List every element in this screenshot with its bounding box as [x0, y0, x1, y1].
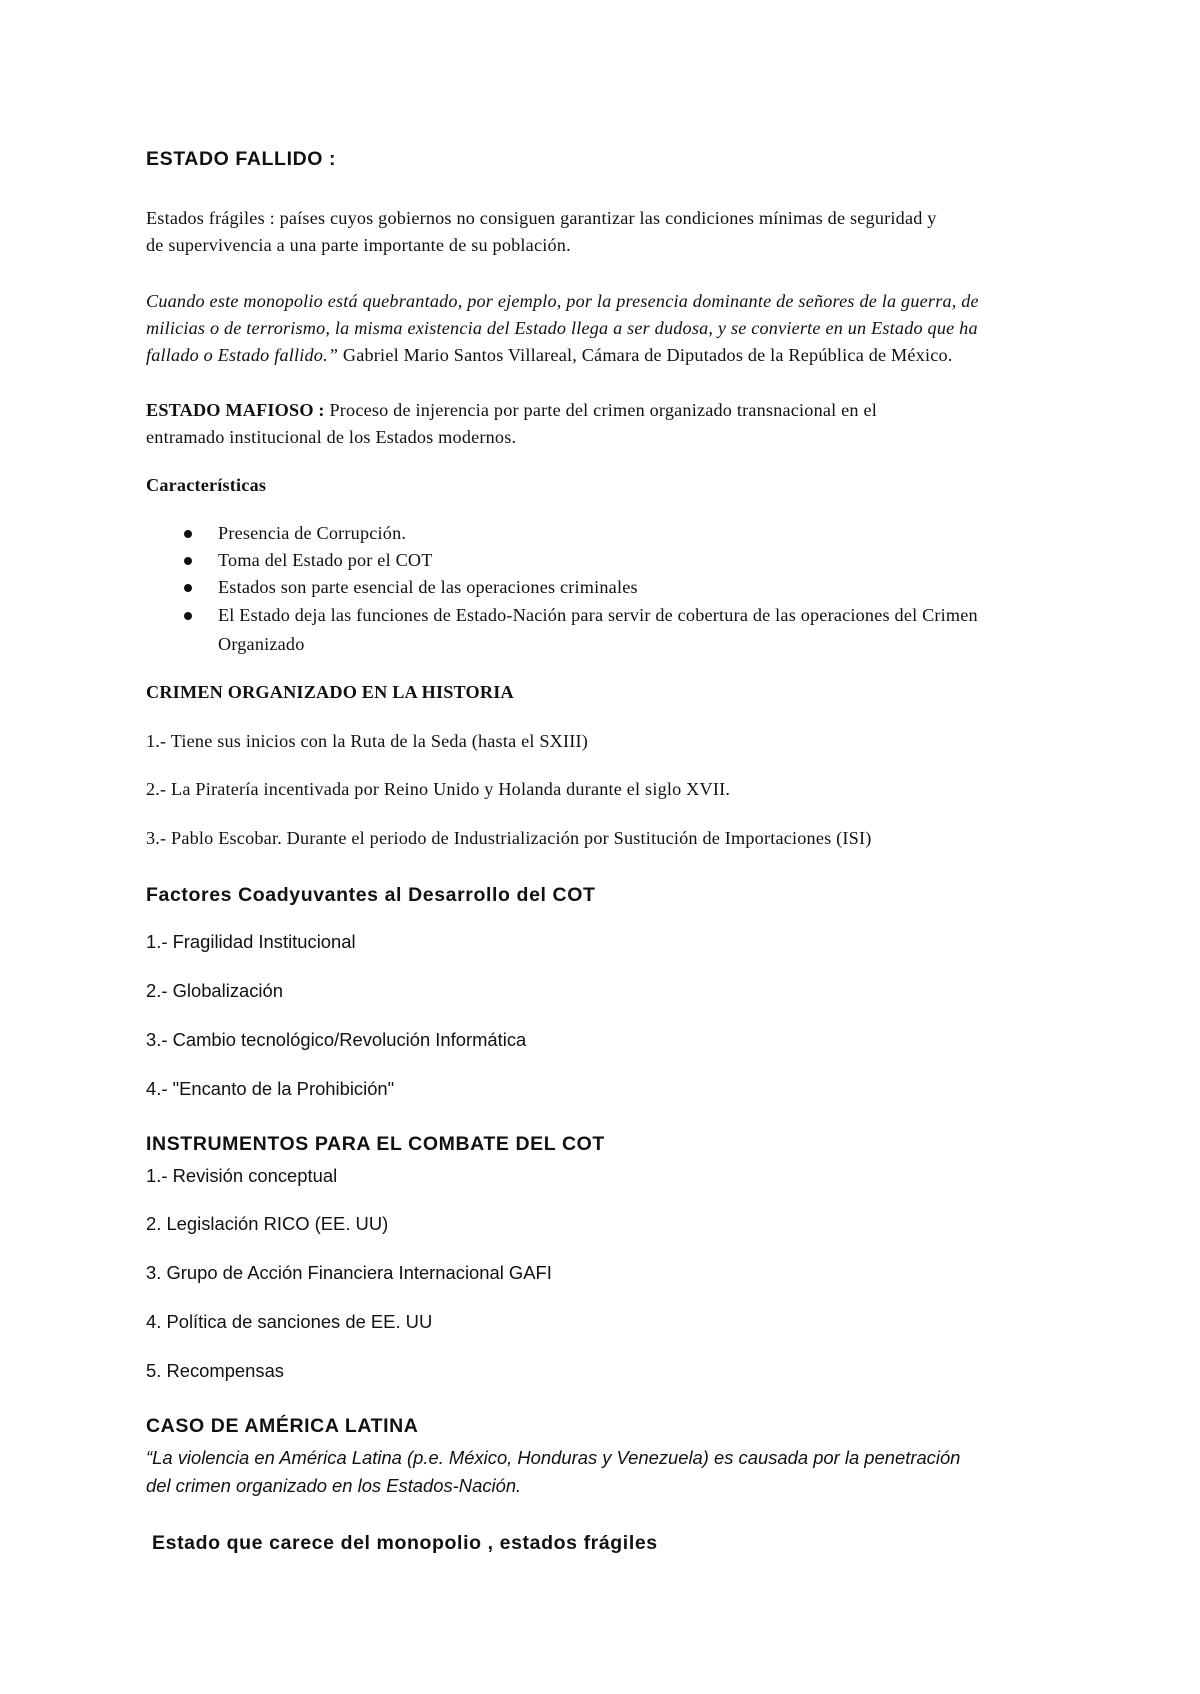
historia-item-1: 1.- Tiene sus inicios con la Ruta de la Seda (hasta el SXIII) [146, 731, 589, 751]
quote-end-italic: fallado o Estado fallido.” [146, 345, 339, 365]
historia-item-2: 2.- La Piratería incentivada por Reino Unido y Holanda durante el siglo XVII. [146, 779, 731, 799]
estado-fallido-definition-line-1: Estados frágiles : países cuyos gobiernos no consiguen garantizar las condiciones mínimas de seguridad y [146, 208, 937, 228]
america-latina-quote-line-1: “La violencia en América Latina (p.e. México, Honduras y Venezuela) es causada por la penetración [146, 1447, 961, 1468]
america-latina-heading: CASO DE AMÉRICA LATINA [146, 1415, 419, 1437]
caracteristica-item-3: Estados son parte esencial de las operaciones criminales [218, 577, 638, 597]
bullet-icon [184, 612, 192, 620]
factor-item-1: 1.- Fragilidad Institucional [146, 931, 356, 952]
caracteristica-item-4: El Estado deja las funciones de Estado-Nación para servir de cobertura de las operaciones del Crimen [218, 605, 978, 625]
estado-mafioso-line-2: entramado institucional de los Estados modernos. [146, 427, 517, 447]
instrumentos-heading: INSTRUMENTOS PARA EL COMBATE DEL COT [146, 1133, 605, 1155]
estado-carece-heading: Estado que carece del monopolio , estados frágiles [146, 1532, 658, 1554]
instrumento-item-4: 4. Política de sanciones de EE. UU [146, 1311, 433, 1332]
instrumento-item-2: 2. Legislación RICO (EE. UU) [146, 1213, 389, 1234]
caracteristicas-heading: Características [146, 475, 267, 495]
caracteristica-item-4-continuation: Organizado [218, 634, 305, 654]
instrumento-item-1: 1.- Revisión conceptual [146, 1165, 338, 1186]
factores-heading: Factores Coadyuvantes al Desarrollo del COT [146, 884, 596, 906]
estado-fallido-quote-line-1: Cuando este monopolio está quebrantado, por ejemplo, por la presencia dominante de señores de la guerra, de [146, 291, 979, 311]
estado-mafioso-definition: Proceso de injerencia por parte del crimen organizado transnacional en el [324, 400, 877, 420]
instrumento-item-5: 5. Recompensas [146, 1360, 285, 1381]
factor-item-3: 3.- Cambio tecnológico/Revolución Informática [146, 1029, 527, 1050]
estado-fallido-quote-line-3 [146, 345, 953, 366]
caracteristica-item-1: Presencia de Corrupción. [218, 523, 407, 543]
quote-source: Gabriel Mario Santos Villareal, Cámara de Diputados de la República de México. [338, 345, 953, 365]
instrumento-item-3: 3. Grupo de Acción Financiera Internacional GAFI [146, 1262, 552, 1283]
historia-heading: CRIMEN ORGANIZADO EN LA HISTORIA [146, 682, 514, 702]
america-latina-quote-line-2: del crimen organizado en los Estados-Nación. [146, 1475, 522, 1496]
estado-mafioso-line-1 [146, 400, 877, 421]
estado-fallido-quote-line-2: milicias o de terrorismo, la misma existencia del Estado llega a ser dudosa, y se convierte en un Estado que ha [146, 318, 978, 338]
bullet-icon [184, 530, 192, 538]
caracteristica-item-2: Toma del Estado por el COT [218, 550, 433, 570]
estado-mafioso-label: ESTADO MAFIOSO : [146, 400, 325, 420]
factor-item-2: 2.- Globalización [146, 980, 283, 1001]
section-title-estado-fallido: ESTADO FALLIDO : [146, 148, 337, 170]
historia-item-3: 3.- Pablo Escobar. Durante el periodo de Industrialización por Sustitución de Importaciones (ISI) [146, 828, 872, 848]
estado-fallido-definition-line-2: de supervivencia a una parte importante de su población. [146, 235, 571, 255]
bullet-icon [184, 557, 192, 565]
bullet-icon [184, 584, 192, 592]
factor-item-4: 4.- "Encanto de la Prohibición" [146, 1078, 395, 1099]
